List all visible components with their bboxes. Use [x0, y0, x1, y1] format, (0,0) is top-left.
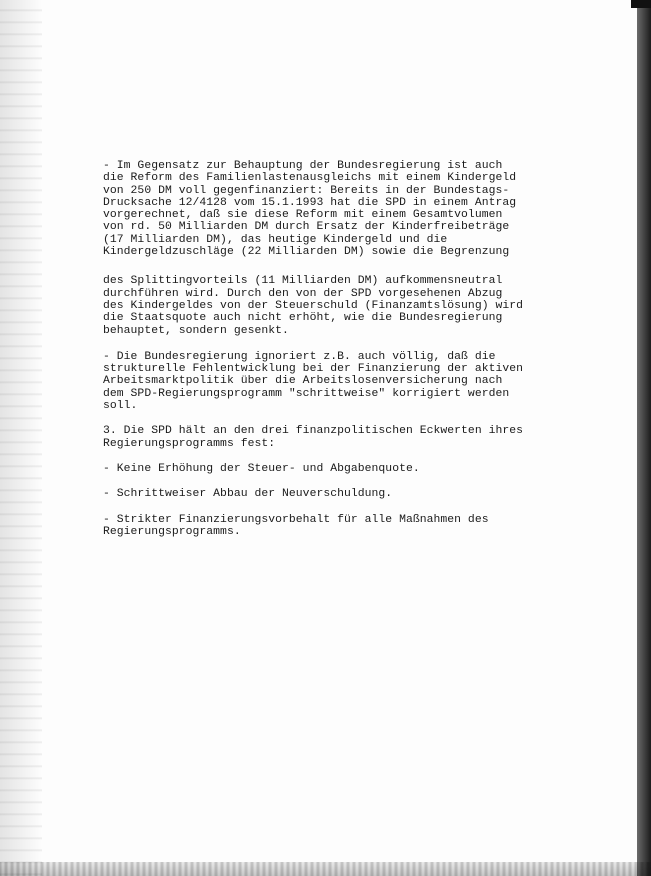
- bullet-financing-reservation: [103, 514, 563, 539]
- text-line: strukturelle Fehlentwicklung bei der Finanzierung der aktiven: [103, 363, 524, 376]
- bullet-no-tax-increase: [103, 463, 563, 475]
- text-line: von rd. 50 Milliarden DM durch Ersatz der Kinderfreibeträge: [103, 221, 510, 234]
- text-line: behauptet, sondern gesenkt.: [103, 324, 289, 337]
- text-line: die Staatsquote auch nicht erhöht, wie die Bundesregierung: [103, 312, 503, 325]
- text-line: soll.: [103, 400, 138, 413]
- paragraph-family-reform: [103, 160, 563, 258]
- text-line: - Strikter Finanzierungsvorbehalt für alle Maßnahmen des: [103, 513, 489, 526]
- scan-edge-bottom: [0, 862, 651, 876]
- scan-edge-left: [0, 0, 42, 876]
- text-line: - Keine Erhöhung der Steuer- und Abgabenquote.: [103, 462, 420, 475]
- scan-corner-mark: [631, 0, 651, 8]
- document-body: [103, 160, 563, 538]
- text-line: vorgerechnet, daß sie diese Reform mit einem Gesamtvolumen: [103, 209, 503, 222]
- paragraph-labor-market: [103, 351, 563, 412]
- text-line: durchführen wird. Durch den von der SPD vorgesehenen Abzug: [103, 287, 503, 300]
- text-line: - Die Bundesregierung ignoriert z.B. auch völlig, daß die: [103, 350, 496, 363]
- text-line: 3. Die SPD hält an den drei finanzpolitischen Eckwerten ihres: [103, 425, 524, 438]
- text-line: des Kindergeldes von der Steuerschuld (Finanzamtslösung) wird: [103, 299, 524, 312]
- text-line: Kindergeldzuschläge (22 Milliarden DM) sowie die Begrenzung: [103, 246, 510, 259]
- bullet-debt-reduction: [103, 488, 563, 500]
- paragraph-splitting: [103, 275, 563, 336]
- scan-edge-right: [637, 0, 651, 876]
- text-line: Regierungsprogramms fest:: [103, 437, 276, 450]
- text-line: - Schrittweiser Abbau der Neuverschuldung.: [103, 488, 393, 501]
- text-line: - Im Gegensatz zur Behauptung der Bundesregierung ist auch: [103, 160, 503, 172]
- text-line: Regierungsprogramms.: [103, 525, 241, 538]
- text-line: von 250 DM voll gegenfinanziert: Bereits in der Bundestags-: [103, 184, 510, 197]
- text-line: (17 Milliarden DM), das heutige Kindergeld und die: [103, 233, 448, 246]
- text-line: Drucksache 12/4128 vom 15.1.1993 hat die SPD in einem Antrag: [103, 196, 517, 209]
- text-line: dem SPD-Regierungsprogramm "schrittweise" korrigiert werden: [103, 387, 510, 400]
- text-line: die Reform des Familienlastenausgleichs mit einem Kindergeld: [103, 172, 517, 185]
- text-line: Arbeitsmarktpolitik über die Arbeitslosenversicherung nach: [103, 375, 503, 388]
- paragraph-section-3: [103, 425, 563, 450]
- text-line: des Splittingvorteils (11 Milliarden DM) aufkommensneutral: [103, 275, 503, 288]
